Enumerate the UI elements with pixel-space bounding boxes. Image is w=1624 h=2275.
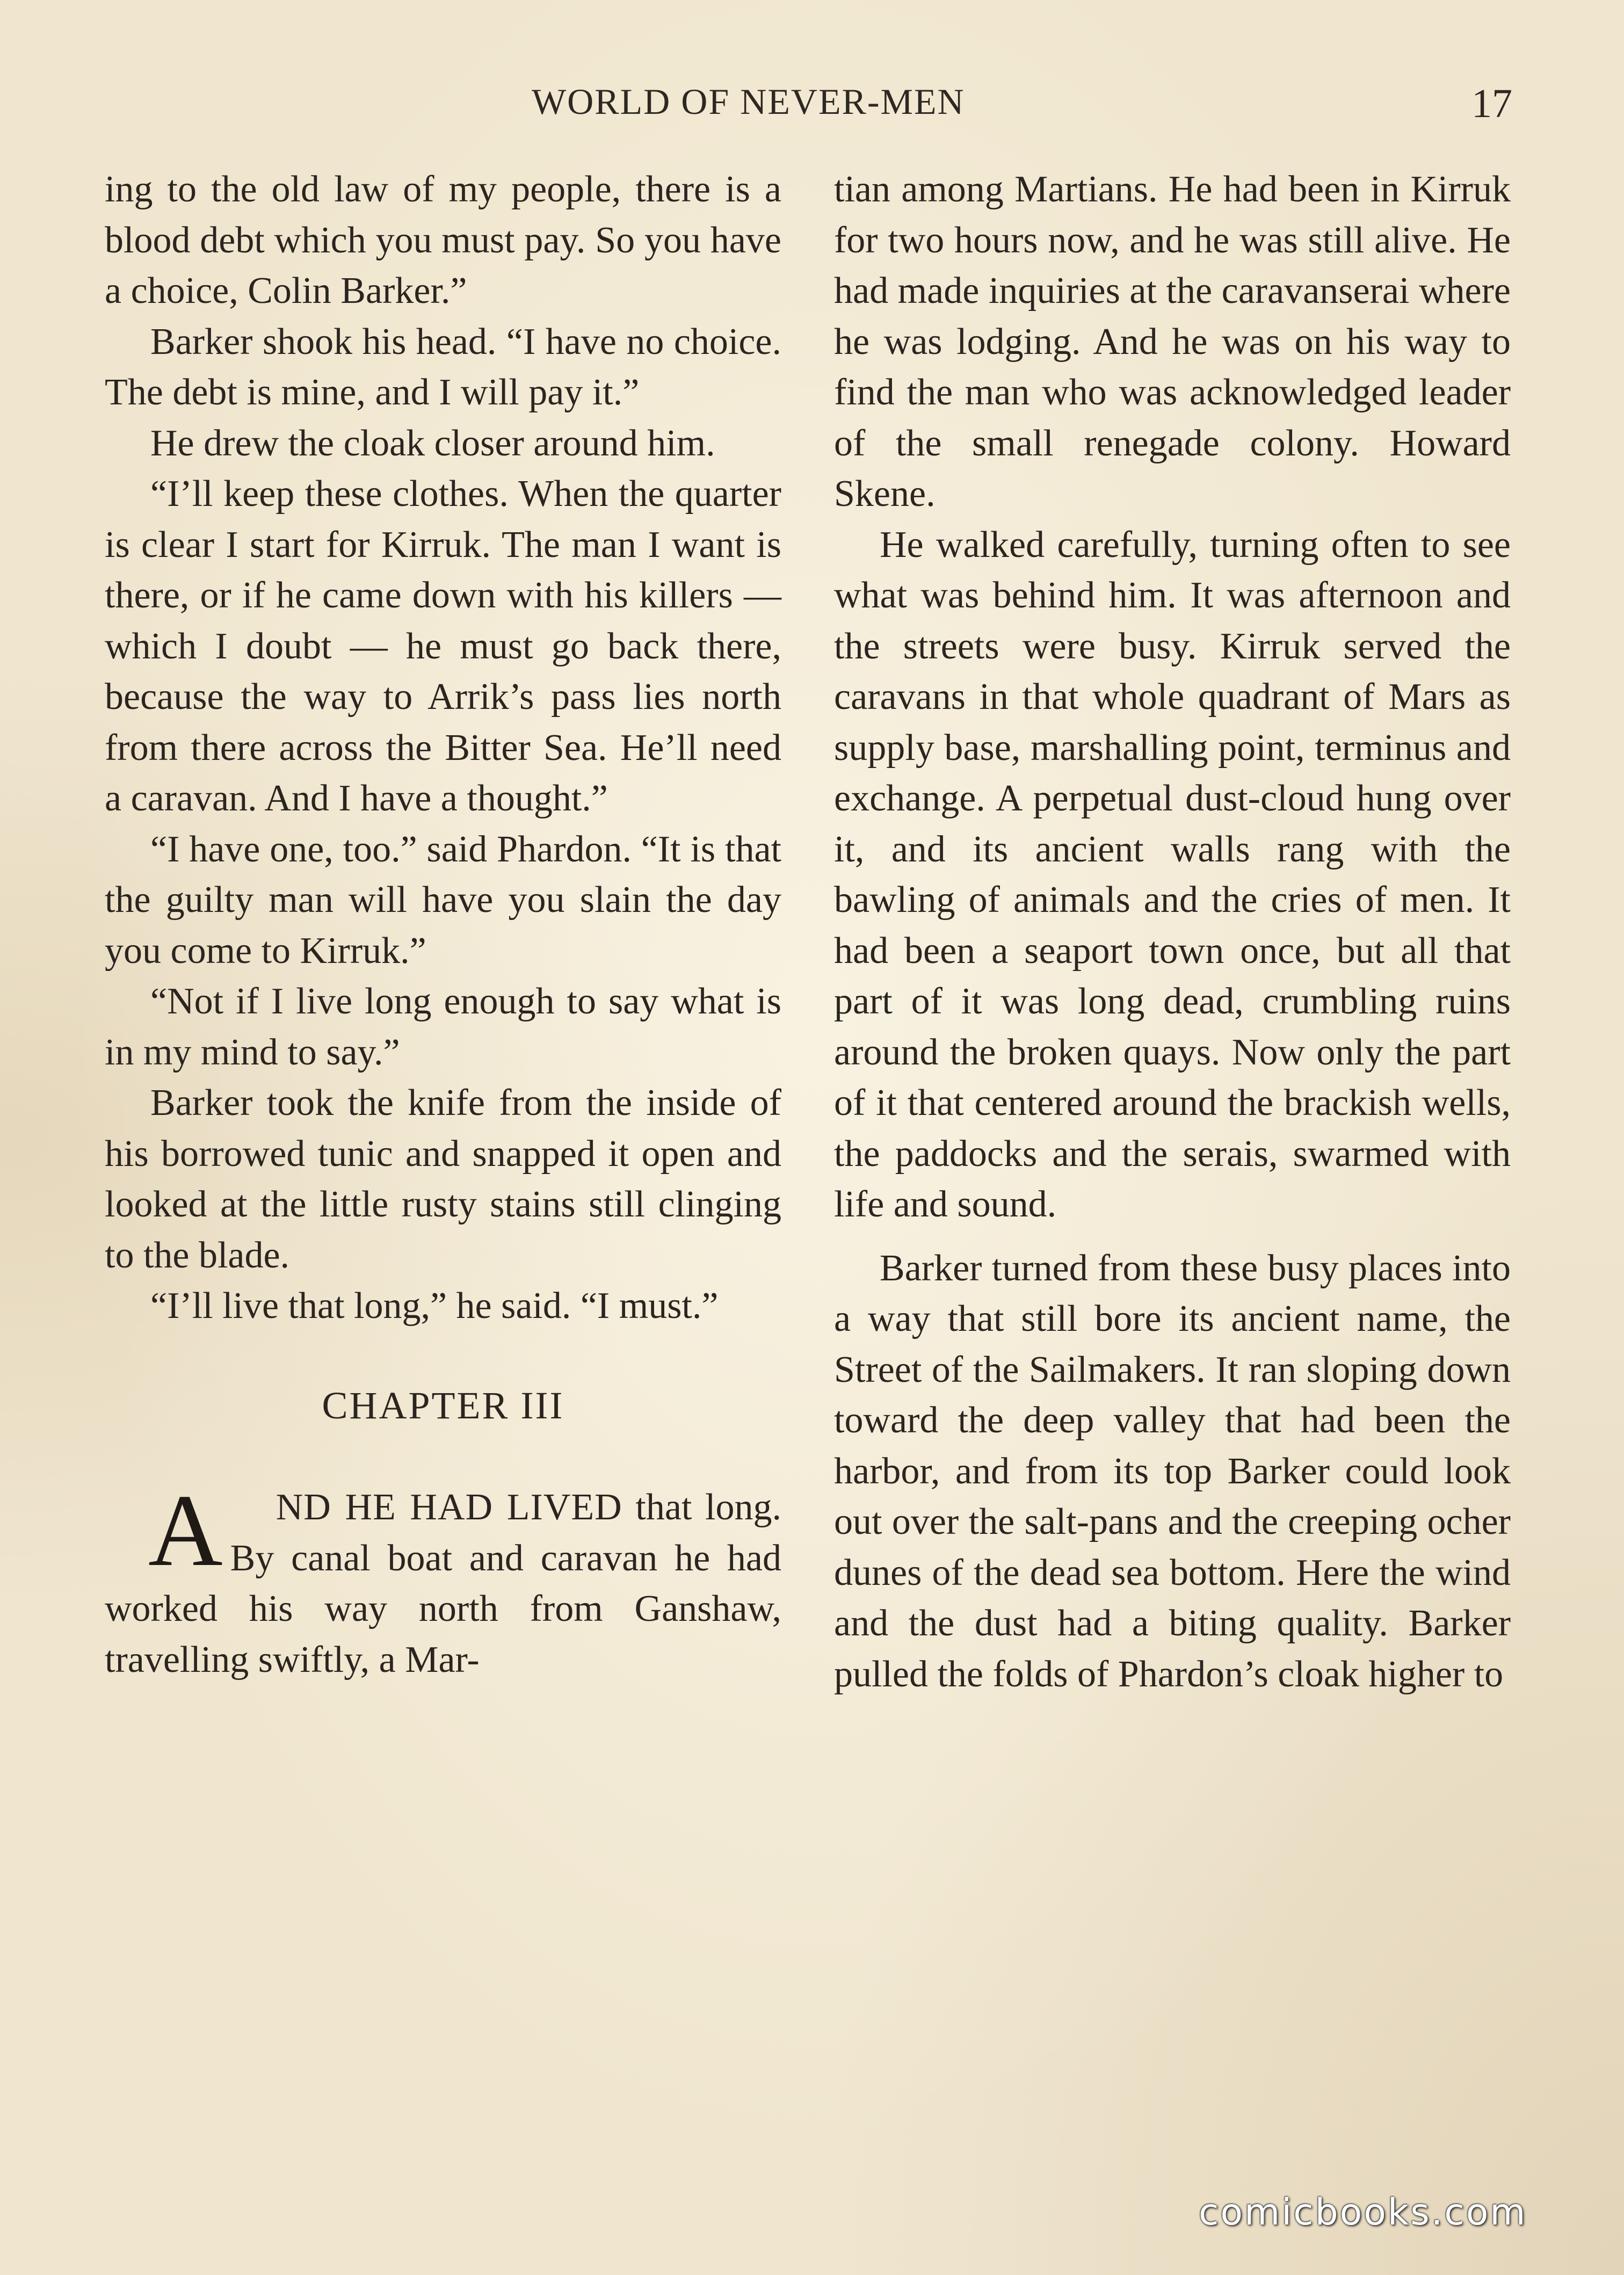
opening-text: that long. By canal boat and caravan he had worked his way north from Ganshaw, travelling swiftly, a Mar- [105, 1487, 781, 1680]
watermark: comicbooks.com [1199, 2191, 1527, 2234]
paragraph: tian among Martians. He had been in Kirruk for two hours now, and he was still alive. He had made inquiries at the caravanserai where he was lodging. And he was on his way to find the man who was acknowledged leader of the small renegade colony. Howard Skene. [834, 169, 1511, 515]
opening-caps: ND HE HAD LIVED [276, 1487, 622, 1528]
paragraph: He walked carefully, turning often to see what was behind him. It was afternoon and the streets were busy. Kirruk served the caravans in that whole quadrant of Mars as supply base, marshalling point, terminus and exchange. A perpetual dust-cloud hung over it, and its ancient walls rang with the bawling of animals and the cries of men. It had been a seaport town once, but all that part of it was long dead, crumbling ruins around the broken quays. Now only the part of it that centered around the brackish wells, the paddocks and the serais, swarmed with life and sound. [834, 524, 1511, 1225]
running-head: WORLD OF NEVER-MEN [532, 81, 965, 122]
paragraph: ing to the old law of my people, there is a blood debt which you must pay. So you have a choice, Colin Barker.” [105, 169, 781, 311]
paragraph: He drew the cloak closer around him. [150, 422, 715, 464]
paragraph: “I have one, too.” said Phardon. “It is that the guilty man will have you slain the day you come to Kirruk.” [105, 828, 781, 972]
paragraph: “I’ll live that long,” he said. “I must.” [150, 1285, 719, 1327]
chapter-opening-paragraph [105, 1473, 781, 1685]
paragraph: Barker shook his head. “I have no choice. The debt is mine, and I will pay it.” [105, 321, 781, 413]
right-column [834, 164, 1511, 1700]
paragraph: “Not if I live long enough to say what is in my mind to say.” [105, 981, 781, 1073]
chapter-heading: CHAPTER III [322, 1383, 564, 1427]
paragraph: Barker turned from these busy places into a way that still bore its ancient name, the Street of the Sailmakers. It ran sloping down toward the deep valley that had been the harbor, and from its top Barker could look out over the salt-pans and the creeping ocher dunes of the dead sea bottom. Here the wind and the dust had a biting quality. Barker pulled the folds of Phardon’s cloak higher to [834, 1247, 1511, 1695]
drop-cap: A [148, 1473, 223, 1588]
paragraph: “I’ll keep these clothes. When the quarter is clear I start for Kirruk. The man I want is there, or if he came down with his killers — which I doubt — he must go back there, because the way to Arrik’s pass lies north from there across the Bitter Sea. He’ll need a caravan. And I have a thought.” [105, 473, 781, 819]
left-column [105, 164, 781, 1685]
paragraph: Barker took the knife from the inside of his borrowed tunic and snapped it open and looked at the little rusty stains still clinging to the blade. [105, 1082, 781, 1276]
page-number: 17 [1471, 81, 1512, 126]
